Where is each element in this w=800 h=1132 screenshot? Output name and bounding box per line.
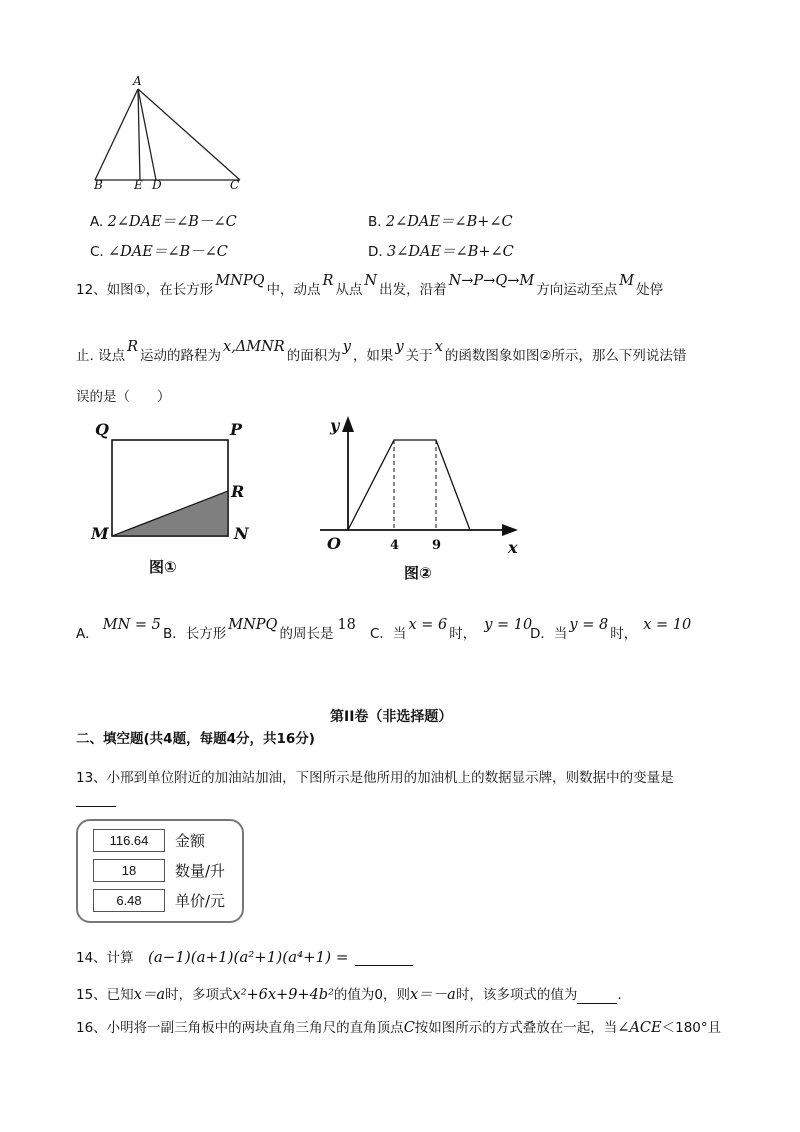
q13-text: 13、小邢到单位附近的加油站加油，下图所示是他所用的加油机上的数据显示牌，则数据中的变量是 xyxy=(76,770,674,786)
graph-y-label: y xyxy=(330,416,340,435)
q15-answer-blank[interactable] xyxy=(577,989,617,1004)
quantity-label: 数量/升 xyxy=(175,862,226,880)
unit-price-label: 单价/元 xyxy=(175,892,226,910)
graph-x-label: x xyxy=(508,538,518,557)
graph-tick-4: 4 xyxy=(390,538,400,553)
fig1-label-p: P xyxy=(230,420,243,439)
q12-line1: 12、如图①，在长方形MNPQ中，动点R从点N出发，沿着N→P→Q→M方向运动至点M处停 xyxy=(76,273,664,298)
q14-answer-blank[interactable] xyxy=(355,951,413,966)
unit-price-value: 6.48 xyxy=(93,889,165,912)
q13-answer-blank[interactable] xyxy=(76,792,116,807)
q11-option-a[interactable]: A. 2∠DAE＝∠B－∠C xyxy=(90,214,237,230)
q12-option-b[interactable]: B．长方形MNPQ的周长是18 xyxy=(163,617,356,642)
amount-label: 金额 xyxy=(175,832,206,850)
q12-option-a[interactable]: A．MN = 5 xyxy=(76,617,161,642)
graph-tick-9: 9 xyxy=(432,538,442,553)
fuel-pump-display xyxy=(76,819,244,923)
label-d: D xyxy=(152,178,162,192)
label-c: C xyxy=(230,178,240,192)
graph-origin-label: O xyxy=(327,534,341,553)
q14-line: 14、计算 (a−1)(a+1)(a²+1)(a⁴+1) = xyxy=(76,946,413,966)
fig1-caption: 图① xyxy=(149,558,177,576)
fig1-label-r: R xyxy=(231,482,245,501)
label-b: B xyxy=(94,178,103,192)
q11-option-d[interactable]: D. 3∠DAE＝∠B+∠C xyxy=(368,244,514,260)
part-heading: 二、填空题(共4题，每题4分，共16分) xyxy=(76,731,315,747)
label-a: A xyxy=(133,74,142,88)
q12-line2: 止. 设点R运动的路程为x,ΔMNR的面积为y，如果y关于x的函数图象如图②所示，那么下列说法错 xyxy=(76,339,687,364)
fig1-label-n: N xyxy=(234,524,249,543)
q12-option-d[interactable]: D．当y = 8时，x = 10 xyxy=(530,617,692,642)
q11-option-c[interactable]: C. ∠DAE＝∠B－∠C xyxy=(90,244,228,260)
q14-expression: (a−1)(a+1)(a²+1)(a⁴+1) = xyxy=(147,948,349,966)
q16-line: 16、小明将一副三角板中的两块直角三角尺的直角顶点C按如图所示的方式叠放在一起，当∠ACE＜180°且 xyxy=(76,1020,722,1036)
q12-line3: 误的是（ ） xyxy=(76,389,171,405)
label-e: E xyxy=(134,178,143,192)
fig2-caption: 图② xyxy=(404,564,432,582)
q11-option-b[interactable]: B. 2∠DAE＝∠B+∠C xyxy=(368,214,513,230)
fig1-label-m: M xyxy=(91,524,109,543)
q15-line: 15、已知x＝a时，多项式x²+6x+9+4b²的值为0，则x＝－a时，该多项式的值为 . xyxy=(76,987,622,1003)
fig1-label-q: Q xyxy=(95,420,109,439)
q12-option-c[interactable]: C．当x = 6时，y = 10 xyxy=(370,617,533,642)
amount-value: 116.64 xyxy=(93,829,165,852)
section-title: 第II卷（非选择题） xyxy=(330,709,453,725)
quantity-value: 18 xyxy=(93,859,165,882)
